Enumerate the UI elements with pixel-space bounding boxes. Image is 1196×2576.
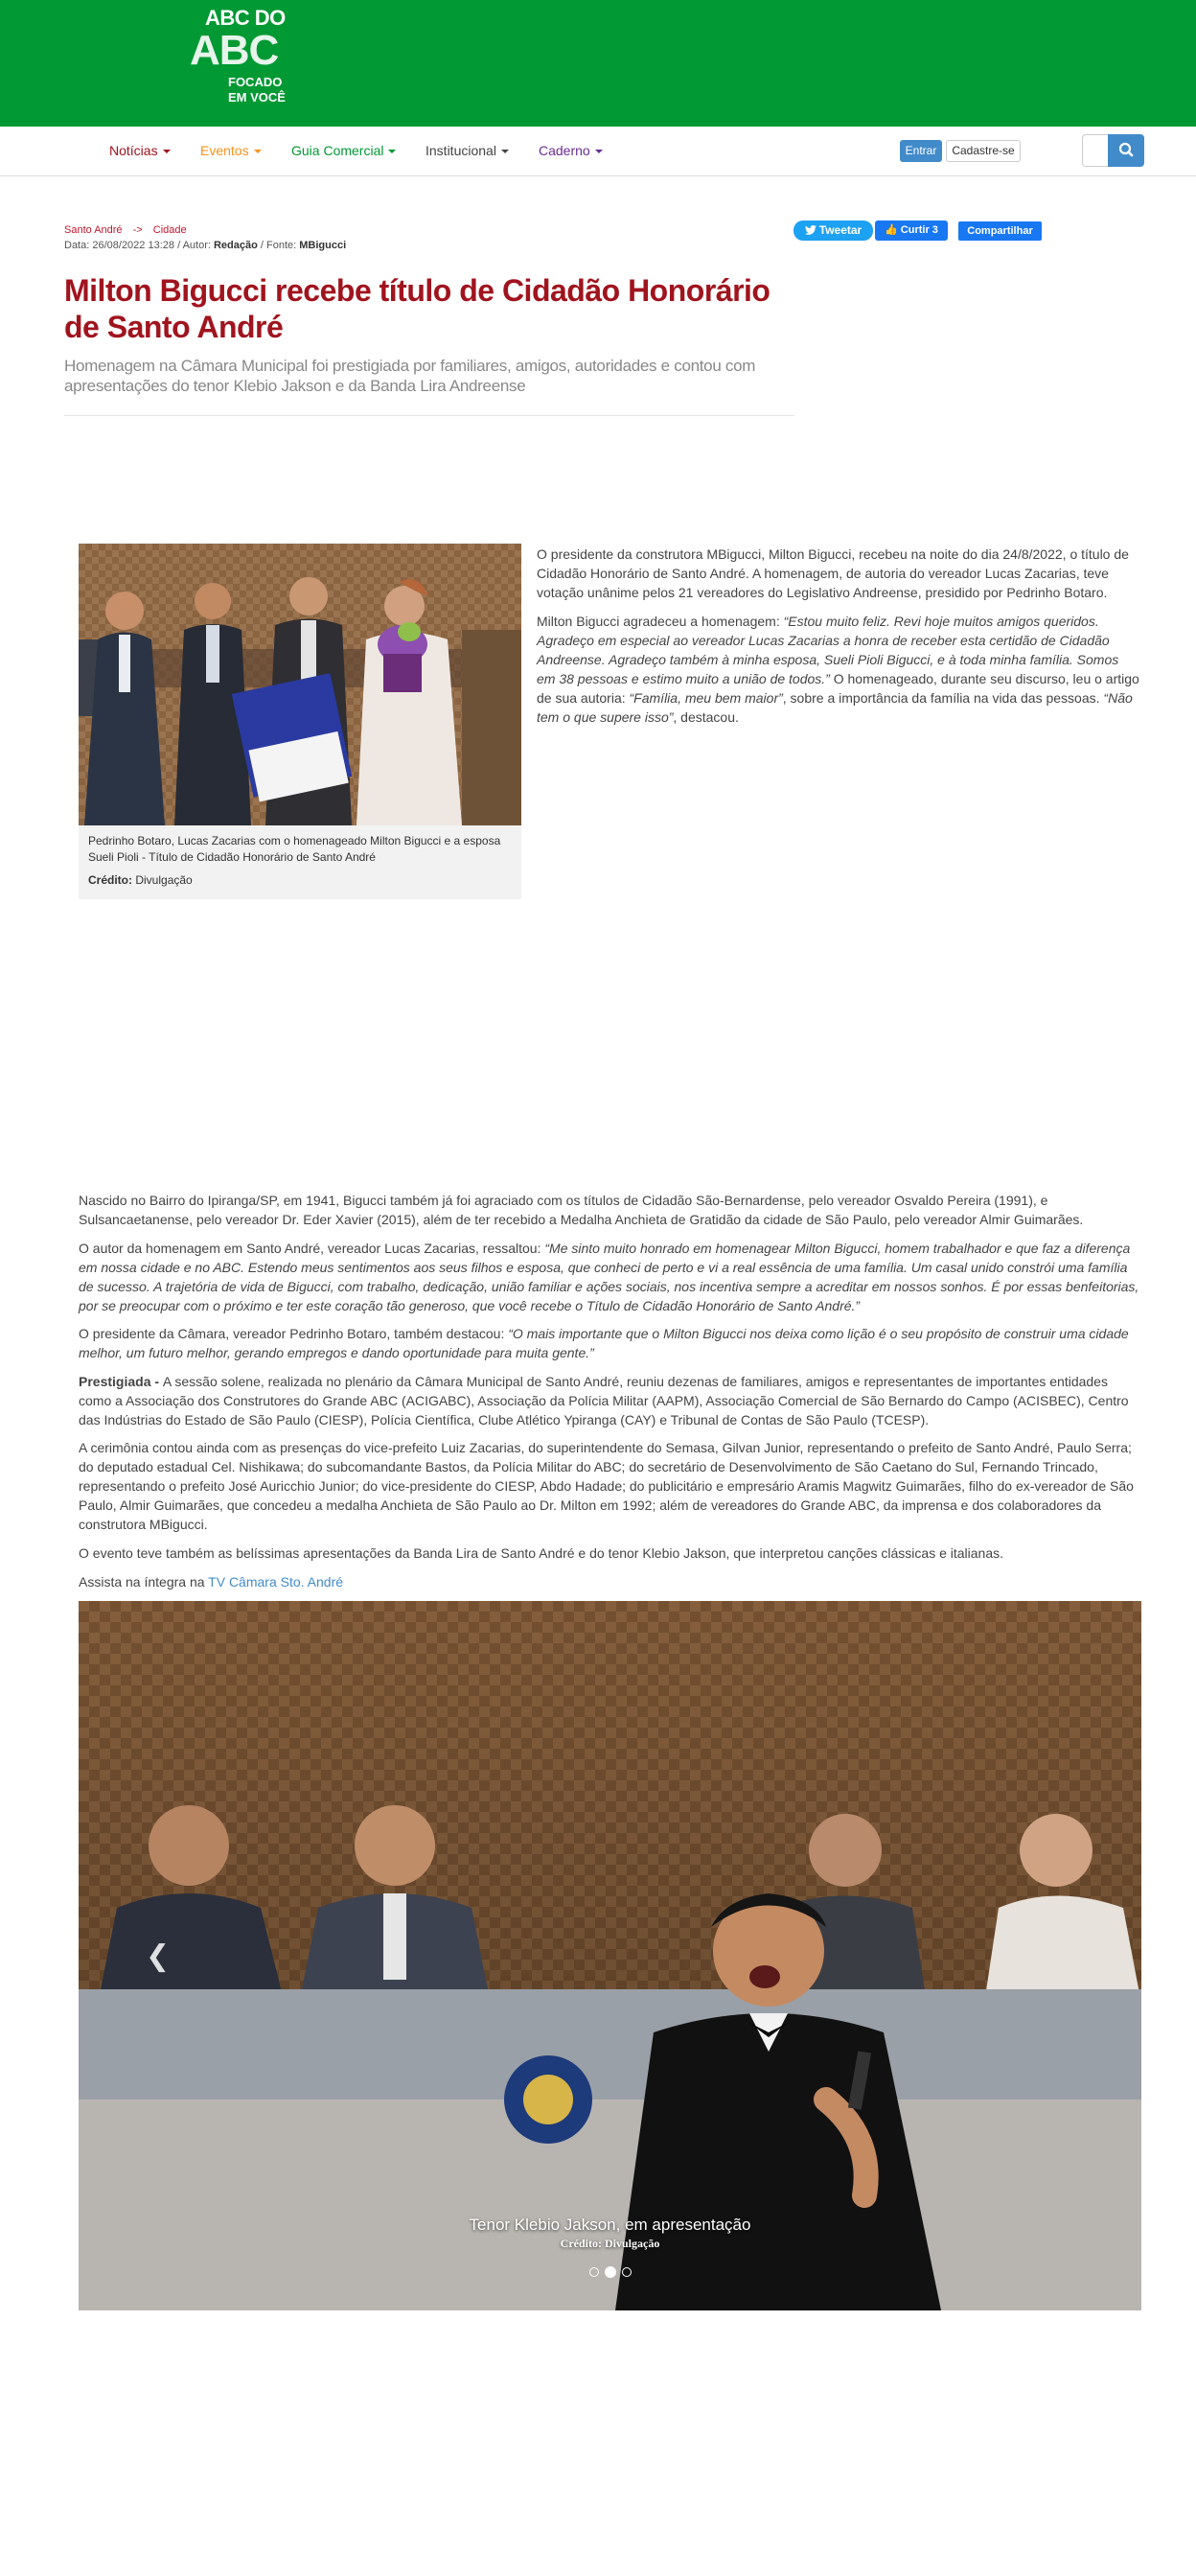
nav-item-institucional[interactable] bbox=[426, 143, 509, 158]
article-subtitle: Homenagem na Câmara Municipal foi prestigiada por familiares, amigos, autoridades e contou com apresentações do tenor Klebio Jakson e da Banda Lira Andreense bbox=[64, 357, 756, 395]
tweet-label: Tweetar bbox=[818, 223, 862, 237]
nav-item-label: Institucional bbox=[426, 143, 496, 158]
caret-down-icon bbox=[501, 150, 509, 153]
nav-item-label: Notícias bbox=[109, 143, 158, 158]
logo-line-2: ABC bbox=[190, 27, 279, 74]
tv-camara-link[interactable]: TV Câmara Sto. André bbox=[208, 1574, 344, 1590]
quote-text: “Família, meu bem maior” bbox=[629, 690, 783, 706]
quote-text: “O mais importante que o Milton Bigucci nos deixa como lição é o seu propósito de construir uma cidade melhor, um futuro melhor, gerando empregos e dando oportunidade para muita gente.” bbox=[79, 1326, 1129, 1360]
search-button[interactable] bbox=[1108, 134, 1144, 167]
nav-item-guia-comercial[interactable] bbox=[291, 143, 396, 158]
source-label: / Fonte: bbox=[260, 240, 297, 251]
caret-down-icon bbox=[388, 150, 396, 153]
logo-line-1: ABC DO bbox=[205, 6, 286, 30]
breadcrumb-separator: -> bbox=[132, 224, 143, 236]
article-author: Redação bbox=[213, 240, 258, 251]
tenor-performance-photo bbox=[79, 1601, 1141, 2310]
quote-text: “Me sinto muito honrado em homenagear Milton Bigucci, homem trabalhador e que faz a diferença em nossa cidade e no ABC. Estendo meus sentimentos aos seus filhos e esposa, que conheci de perto e vi a real essência de uma família. Um casal unido constrói uma família de sucesso. A trajetória de vida de Bigucci, com trabalho, dedicação, união familiar e ações sociais, nos incentiva sempre a acreditar em nossos sonhos. É por essas benfeitorias, por se preocupar com o próximo e ter este coração tão generoso, que você recebe o Título de Cidadão Honorário de Santo André.” bbox=[79, 1241, 1139, 1313]
facebook-like-button[interactable] bbox=[875, 220, 948, 241]
thumbs-up-icon: 👍 bbox=[885, 224, 898, 236]
paragraph-8: O evento teve também as belíssimas apresentações da Banda Lira de Santo André e do tenor Klebio Jakson, que interpretou canções clássicas e italianas. bbox=[79, 1545, 1004, 1561]
paragraph-3: Nascido no Bairro do Ipiranga/SP, em 1941, Bigucci também já foi agraciado com os títulos de Cidadão São-Bernardense, pelo vereador Osvaldo Pereira (1991), e Sulsancaetanense, pelo vereador Dr. Eder Xavier (2015), além de ter recebido a Medalha Anchieta de Gratidão da cidade de São Paulo, pelo vereador Almir Guimarães. bbox=[79, 1193, 1084, 1227]
text-span: , sobre a importância da família na vida das pessoas. bbox=[782, 690, 1104, 706]
quote-text: “Não tem o que supere isso” bbox=[537, 690, 1133, 725]
paragraph-1: O presidente da construtora MBigucci, Milton Bigucci, recebeu na noite do dia 24/8/2022, o título de Cidadão Honorário de Santo André. A homenagem, de autoria do vereador Lucas Zacarias, teve votação unânime pelos 21 vereadores do Legislativo Andreense, presidido por Pedrinho Botaro. bbox=[537, 546, 1129, 600]
quote-text: “Estou muito feliz. Revi hoje muitos amigos queridos. Agradeço em especial ao vereador Lucas Zacarias a honra de receber esta certidão de Cidadão Andreense. Agradeço também à minha esposa, Sueli Pioli Bigucci, e à toda minha família. Somos em 38 pessoas e estimo muito a união de todos.” bbox=[537, 614, 1119, 686]
article-date: 26/08/2022 13:28 bbox=[92, 240, 174, 251]
logo-tagline bbox=[228, 75, 286, 105]
carousel-indicator[interactable] bbox=[622, 2267, 632, 2277]
photo-carousel[interactable] bbox=[79, 1601, 1141, 2310]
logo-tagline-1: FOCADO bbox=[228, 75, 283, 89]
nav-item-label: Guia Comercial bbox=[291, 143, 384, 158]
nav-item-label: Caderno bbox=[539, 143, 590, 158]
article-figure bbox=[79, 544, 521, 899]
text-span: A sessão solene, realizada no plenário da Câmara Municipal de Santo André, reuniu dezenas de familiares, amigos e representantes de importantes entidades como a Associação dos Construtores do Grande ABC (ACIGABC), Associação da Polícia Militar (AAPM), Associação Comercial de São Bernardo do Campo (ACISBEC), Centro das Indústrias do Estado de São Paulo (CIESP), Polícia Científica, Clube Atlético Ypiranga (CAY) e Tribunal de Contas de São Paulo (TCESP). bbox=[79, 1374, 1129, 1427]
figure-caption: Pedrinho Botaro, Lucas Zacarias com o homenageado Milton Bigucci e a esposa Sueli Pioli - Título de Cidadão Honorário de Santo André bbox=[88, 834, 501, 864]
facebook-share-button[interactable]: Compartilhar bbox=[958, 221, 1042, 241]
text-span: , destacou. bbox=[673, 709, 739, 725]
logo-tagline-2: EM VOCÊ bbox=[228, 90, 286, 104]
tweet-button[interactable] bbox=[794, 220, 873, 241]
paragraph-7: A cerimônia contou ainda com as presenças do vice-prefeito Luiz Zacarias, do superintendente do Semasa, Gilvan Junior, representando o prefeito de Santo André, Paulo Serra; do deputado estadual Cel. Nishikawa; do subcomandante Bastos, da Polícia Militar do ABC; do secretário de Desenvolvimento de São Caetano do Sul, Fernando Trincado, representando o prefeito José Auricchio Junior; do vice-presidente do CIESP, Abdo Hadade; do publicitário e empresário Aramis Magwitz Guimarães, filho do ex-vereador de São Paulo, Almir Guimarães, que concedeu a medalha Anchieta de São Paulo ao Dr. Milton em 1992; além de vereadores do Grande ABC, da imprensa e dos colaboradores da construtora MBigucci. bbox=[79, 1440, 1134, 1532]
nav-item-caderno[interactable] bbox=[539, 143, 603, 158]
text-span: Milton Bigucci agradeceu a homenagem: bbox=[537, 614, 784, 629]
caret-down-icon bbox=[595, 150, 603, 153]
article-source: MBigucci bbox=[299, 240, 347, 251]
like-label: Curtir 3 bbox=[900, 224, 938, 236]
carousel-indicator[interactable] bbox=[589, 2267, 599, 2277]
credit-value: Divulgação bbox=[135, 873, 193, 887]
carousel-caption: Tenor Klebio Jakson, em apresentação bbox=[469, 2216, 751, 2234]
breadcrumb bbox=[64, 224, 187, 236]
caret-down-icon bbox=[163, 150, 171, 153]
paragraph-2 bbox=[537, 612, 1140, 727]
search-icon bbox=[1108, 134, 1144, 167]
paragraph-5 bbox=[79, 1324, 1141, 1362]
site-logo[interactable] bbox=[188, 4, 303, 111]
site-header bbox=[0, 0, 1196, 127]
paragraph-6 bbox=[79, 1372, 1141, 1429]
paragraph-4 bbox=[79, 1239, 1141, 1315]
date-label: Data: bbox=[64, 240, 90, 251]
author-label: / Autor: bbox=[177, 240, 211, 251]
bold-lead: Prestigiada - bbox=[79, 1374, 163, 1389]
article-photo[interactable] bbox=[79, 544, 521, 825]
text-span: Assista na íntegra na bbox=[79, 1574, 209, 1590]
text-span: O presidente da Câmara, vereador Pedrinho Botaro, também destacou: bbox=[79, 1326, 509, 1341]
page-title: Milton Bigucci recebe título de Cidadão Honorário de Santo André bbox=[64, 273, 770, 344]
caret-down-icon bbox=[254, 150, 262, 153]
article-meta bbox=[64, 240, 346, 251]
text-span: O autor da homenagem em Santo André, vereador Lucas Zacarias, ressaltou: bbox=[79, 1241, 545, 1256]
nav-item-noticias[interactable] bbox=[109, 143, 171, 158]
divider bbox=[64, 415, 794, 416]
ceremony-photo-illustration bbox=[79, 544, 521, 825]
signup-button[interactable]: Cadastre-se bbox=[946, 140, 1021, 162]
carousel-prev-icon[interactable]: ❮ bbox=[146, 1939, 171, 1973]
text-span: O homenageado, durante seu discurso, leu o artigo de sua autoria: bbox=[537, 671, 1139, 706]
breadcrumb-subsection[interactable]: Cidade bbox=[152, 224, 187, 236]
carousel-indicator-active[interactable] bbox=[605, 2266, 616, 2278]
carousel-credit: Crédito: Divulgação bbox=[560, 2237, 660, 2250]
figure-credit bbox=[88, 873, 193, 887]
paragraph-9 bbox=[79, 1572, 1141, 1591]
nav-item-label: Eventos bbox=[200, 143, 249, 158]
credit-label: Crédito: bbox=[88, 873, 132, 887]
nav-item-eventos[interactable] bbox=[200, 143, 262, 158]
twitter-bird-icon bbox=[805, 225, 816, 235]
search-input[interactable] bbox=[1082, 134, 1109, 167]
breadcrumb-section[interactable]: Santo André bbox=[64, 224, 123, 236]
login-button[interactable]: Entrar bbox=[900, 140, 942, 162]
